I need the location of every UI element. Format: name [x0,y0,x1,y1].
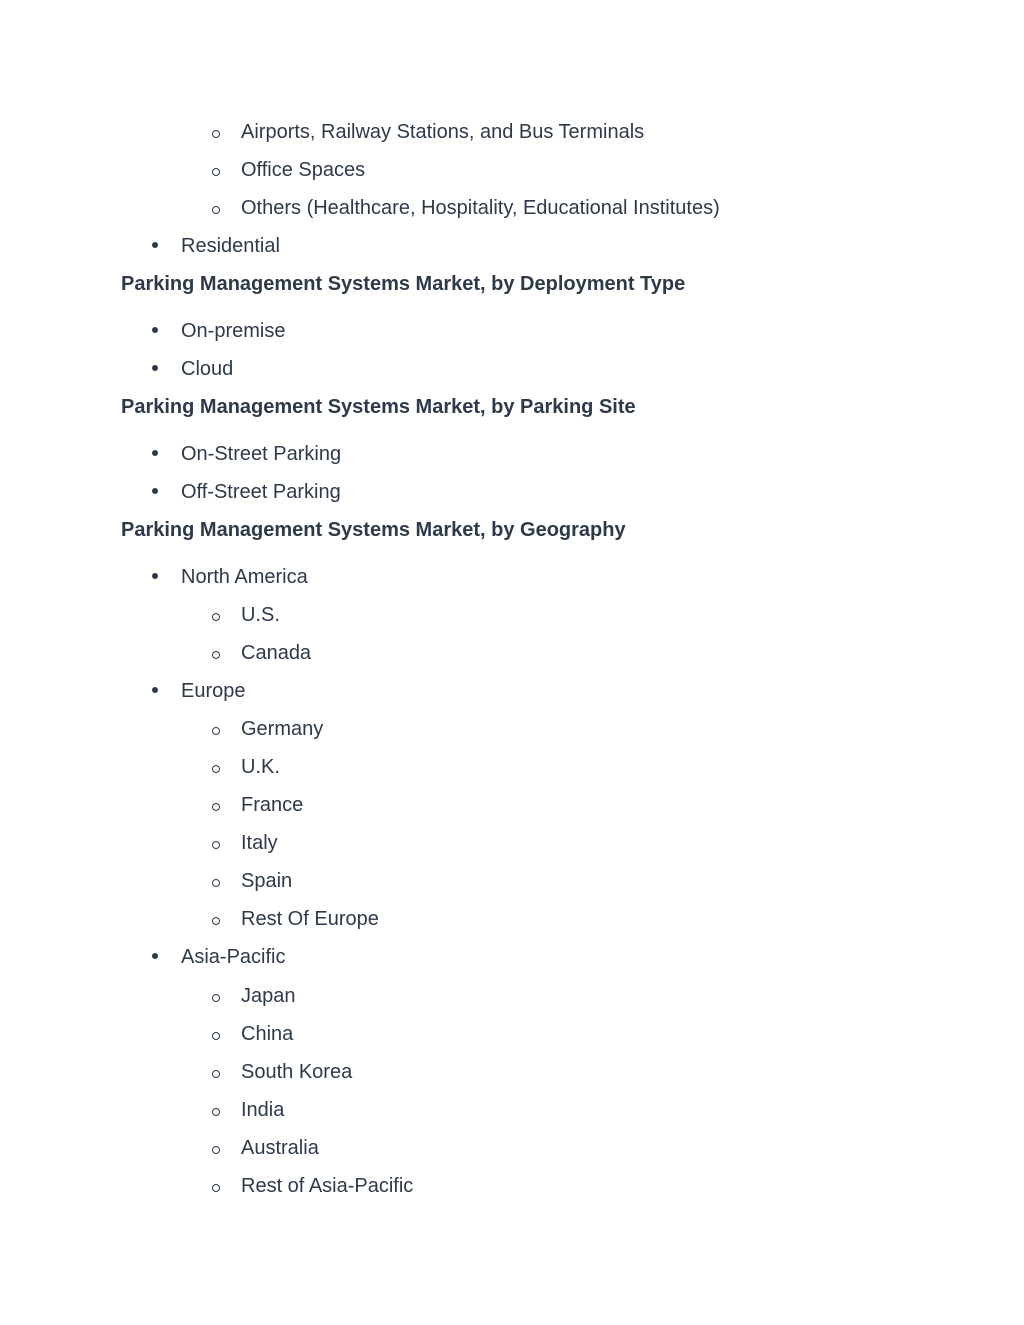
list-item-text: Off-Street Parking [181,481,341,503]
list-item-text: Australia [241,1137,319,1159]
list-item-text: Airports, Railway Stations, and Bus Terminals [241,121,645,143]
list-item [151,945,285,969]
list-item-text: U.S. [241,604,280,626]
disc-bullet-icon [151,442,181,466]
circle-bullet-icon [211,793,241,817]
disc-bullet-icon [151,565,181,589]
list-item-text: Others (Healthcare, Hospitality, Educational Institutes) [241,197,720,219]
circle-bullet-icon [211,755,241,779]
list-item [211,1136,319,1160]
list-item-text: Germany [241,718,324,740]
list-item [151,442,341,466]
list-item [211,1060,352,1084]
circle-bullet-icon [211,869,241,893]
list-item [211,793,303,817]
circle-bullet-icon [211,984,241,1008]
list-item [151,234,280,258]
list-item-text: Rest of Asia-Pacific [241,1175,414,1197]
list-item [211,717,323,741]
list-item [211,641,311,665]
list-item [211,1098,284,1122]
circle-bullet-icon [211,1022,241,1046]
list-item-text: Rest Of Europe [241,908,379,930]
section-heading: Parking Management Systems Market, by Geography [121,519,626,541]
list-item [151,679,246,703]
list-item [211,1022,293,1046]
list-item-text: South Korea [241,1061,353,1083]
circle-bullet-icon [211,1098,241,1122]
list-item-text: On-Street Parking [181,443,342,465]
list-item-text: Cloud [181,358,234,380]
list-item-text: India [241,1099,285,1121]
disc-bullet-icon [151,945,181,969]
list-item [211,831,278,855]
circle-bullet-icon [211,158,241,182]
disc-bullet-icon [151,357,181,381]
list-item-text: Spain [241,870,293,892]
list-item-text: U.K. [241,756,280,778]
list-item [151,319,285,343]
list-item-text: Canada [241,642,312,664]
list-item [211,196,720,220]
circle-bullet-icon [211,831,241,855]
circle-bullet-icon [211,1174,241,1198]
circle-bullet-icon [211,717,241,741]
list-item-text: Japan [241,985,296,1007]
list-item [211,158,365,182]
disc-bullet-icon [151,480,181,504]
list-item [211,120,644,144]
circle-bullet-icon [211,1060,241,1084]
list-item [151,565,308,589]
list-item-text: China [241,1023,294,1045]
disc-bullet-icon [151,679,181,703]
circle-bullet-icon [211,120,241,144]
list-item-text: Europe [181,680,246,702]
list-item [211,869,292,893]
list-item-text: Office Spaces [241,159,366,181]
disc-bullet-icon [151,319,181,343]
list-item [211,907,379,931]
circle-bullet-icon [211,907,241,931]
section-heading: Parking Management Systems Market, by Parking Site [121,396,636,418]
list-item [151,480,341,504]
circle-bullet-icon [211,1136,241,1160]
list-item [151,357,233,381]
circle-bullet-icon [211,196,241,220]
list-item [211,603,280,627]
list-item-text: France [241,794,304,816]
list-item [211,1174,413,1198]
circle-bullet-icon [211,603,241,627]
list-item-text: Italy [241,832,278,854]
list-item-text: Residential [181,235,280,257]
list-item [211,984,296,1008]
list-item-text: Asia-Pacific [181,946,286,968]
circle-bullet-icon [211,641,241,665]
list-item-text: On-premise [181,320,286,342]
list-item-text: North America [181,566,308,588]
section-heading: Parking Management Systems Market, by Deployment Type [121,273,686,295]
disc-bullet-icon [151,234,181,258]
list-item [211,755,280,779]
